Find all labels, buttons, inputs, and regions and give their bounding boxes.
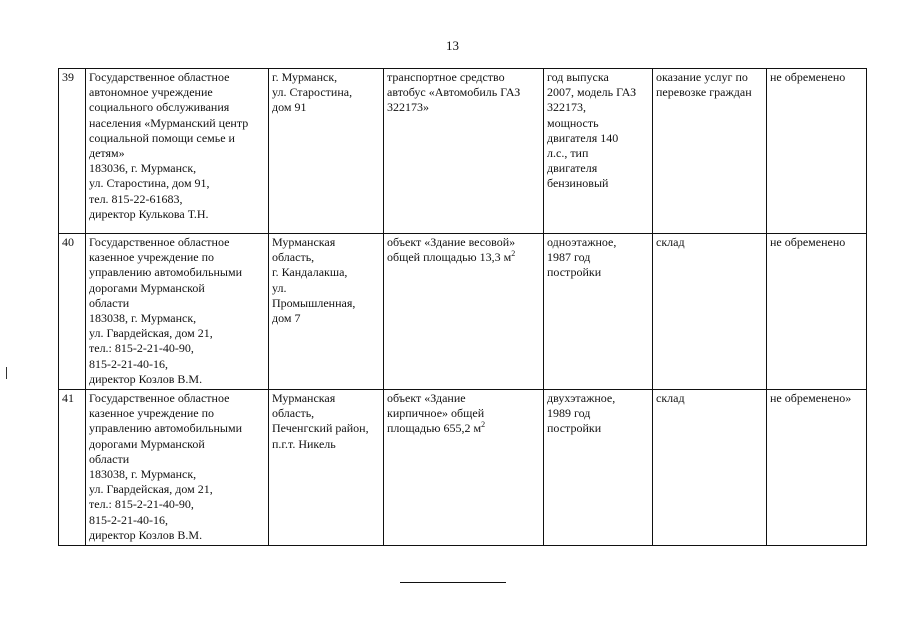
holder-cell: Государственное областное казенное учреждение по управлению автомобильными дорогами Мурманской области 183038, г. Мурманск, ул. Гвардейская, дом 21, тел.: 815-2-21-40-90, 815-2-21-40-16, директор Козлов В.М.	[86, 390, 269, 546]
row-number: 40	[59, 234, 86, 390]
table-row	[59, 69, 867, 234]
characteristics-cell: одноэтажное, 1987 год постройки	[544, 234, 653, 390]
holder-cell: Государственное областное казенное учреждение по управлению автомобильными дорогами Мурманской области 183038, г. Мурманск, ул. Гвардейская, дом 21, тел.: 815-2-21-40-90, 815-2-21-40-16, директор Козлов В.М.	[86, 234, 269, 390]
table-row	[59, 234, 867, 390]
purpose-cell: оказание услуг по перевозке граждан	[653, 69, 767, 234]
page-number: 13	[446, 38, 459, 53]
encumbrance-cell: не обременено»	[767, 390, 867, 546]
table-row	[59, 390, 867, 546]
scan-margin-mark	[6, 367, 7, 379]
row-number: 39	[59, 69, 86, 234]
encumbrance-cell: не обременено	[767, 69, 867, 234]
superscript: 2	[511, 249, 516, 259]
address-cell: г. Мурманск, ул. Старостина, дом 91	[269, 69, 384, 234]
characteristics-cell: двухэтажное, 1989 год постройки	[544, 390, 653, 546]
encumbrance-cell: не обременено	[767, 234, 867, 390]
superscript: 2	[481, 420, 486, 430]
object-cell: объект «Здание весовой» общей площадью 13,3 $м^2$	[384, 234, 544, 390]
property-registry-table	[58, 68, 867, 546]
purpose-cell: склад	[653, 390, 767, 546]
holder-cell: Государственное областное автономное учреждение социального обслуживания населения «Мурманский центр социальной помощи семье и детям» 183036, г. Мурманск, ул. Старостина, дом 91, тел. 815-22-61683, директор Кулькова Т.Н.	[86, 69, 269, 234]
purpose-cell: склад	[653, 234, 767, 390]
address-cell: Мурманская область, Печенгский район, п.г.т. Никель	[269, 390, 384, 546]
characteristics-cell: год выпуска 2007, модель ГАЗ 322173, мощность двигателя 140 л.с., тип двигателя бензиновый	[544, 69, 653, 234]
footer-divider	[400, 582, 506, 583]
row-number: 41	[59, 390, 86, 546]
address-cell: Мурманская область, г. Кандалакша, ул. Промышленная, дом 7	[269, 234, 384, 390]
object-cell: объект «Здание кирпичное» общей площадью 655,2 $м^2$	[384, 390, 544, 546]
object-cell: транспортное средство автобус «Автомобиль ГАЗ 322173»	[384, 69, 544, 234]
